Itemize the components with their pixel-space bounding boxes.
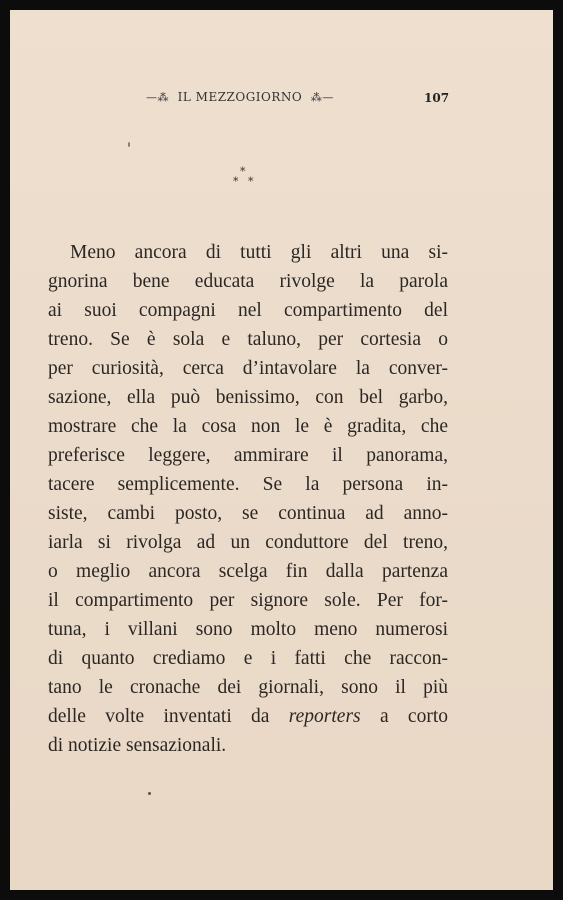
text-line-13: il compartimento per signore sole. Per for- (48, 590, 448, 611)
text-line-17-end: a corto (360, 706, 448, 727)
text-line-10: siste, cambi posto, se continua ad anno- (48, 503, 448, 524)
text-line-17-start: delle volte inventati da (48, 706, 289, 727)
text-line-5: per curiosità, cerca d’intavolare la conver- (48, 358, 448, 379)
text-line-11: iarla si rivolga ad un conduttore del treno, (48, 532, 448, 553)
text-line-2: gnorina bene educata rivolge la parola (48, 271, 448, 292)
page-number: 107 (424, 91, 450, 105)
paper-speck (128, 142, 130, 147)
text-line-3: ai suoi compagni nel compartimento del (48, 300, 448, 321)
text-line-15: di quanto crediamo e i fatti che raccon- (48, 648, 448, 669)
text-line-4: treno. Se è sola e taluno, per cortesia o (48, 329, 448, 350)
header-ornament-left: —⁂ (146, 91, 169, 104)
text-line-1: Meno ancora di tutti gli altri una si- (70, 242, 448, 263)
text-line-17 (48, 702, 448, 731)
text-line-9: tacere semplicemente. Se la persona in- (48, 474, 448, 495)
text-line-16: tano le cronache dei giornali, sono il più (48, 677, 448, 698)
asterism-star-left: * (233, 175, 239, 188)
asterism-star-top: * (240, 165, 246, 178)
body-paragraph (48, 238, 448, 760)
book-page (10, 10, 553, 890)
chapter-title: IL MEZZOGIORNO (177, 90, 303, 104)
running-header (146, 90, 334, 104)
text-line-18: di notizie sensazionali. (48, 735, 227, 756)
header-ornament-right: ⁂— (310, 91, 334, 104)
paper-speck (148, 792, 151, 795)
text-line-8: preferisce leggere, ammirare il panorama, (48, 445, 448, 466)
text-line-12: o meglio ancora scelga fin dalla partenza (48, 561, 448, 582)
text-line-14: tuna, i villani sono molto meno numerosi (48, 619, 448, 640)
text-line-7: mostrare che la cosa non le è gradita, che (48, 416, 448, 437)
text-line-6: sazione, ella può benissimo, con bel garbo, (48, 387, 448, 408)
asterism-star-right: * (248, 175, 254, 188)
asterism-ornament (231, 166, 261, 192)
italic-word-reporters: reporters (288, 706, 361, 727)
